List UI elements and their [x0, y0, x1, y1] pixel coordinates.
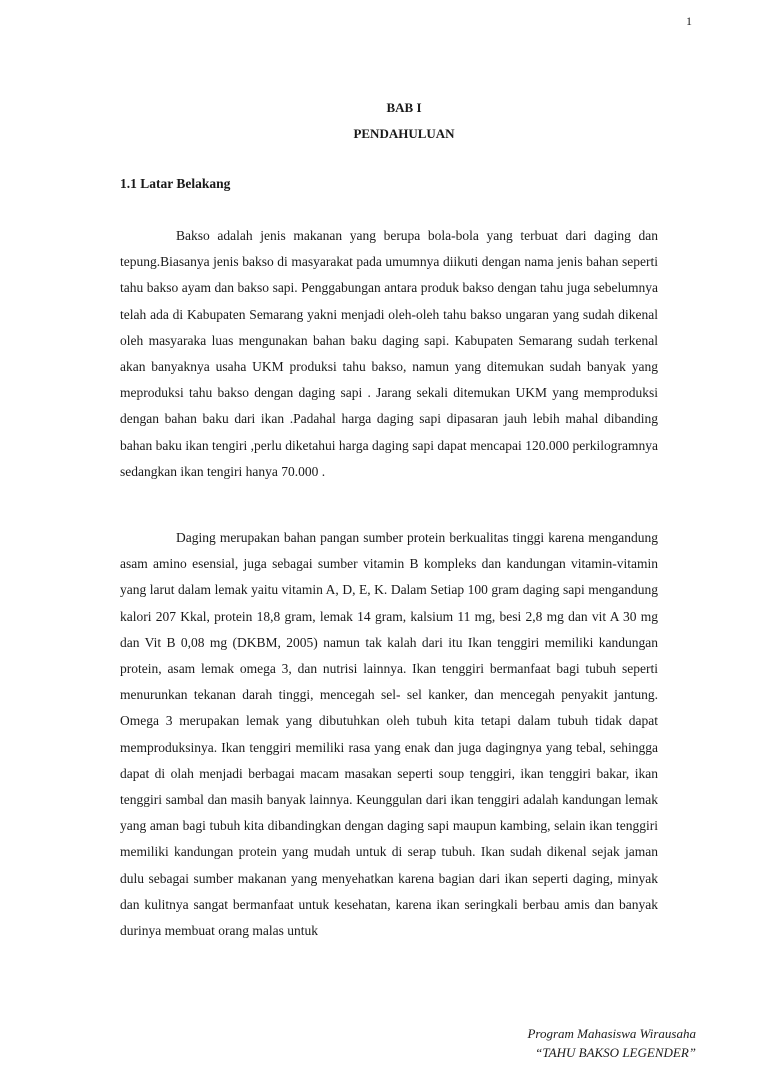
chapter-number: BAB I [386, 100, 422, 115]
chapter-title: PENDAHULUAN [353, 126, 455, 141]
paragraph-2 [120, 525, 658, 944]
paragraph-1 [120, 223, 658, 485]
paragraph-1-text: Bakso adalah jenis makanan yang berupa bola-bola yang terbuat dari daging dan tepung.Biasanya jenis bakso di masyarakat pada umumnya diikuti dengan nama jenis bahan seperti tahu bakso ayam dan bakso sapi. Penggabungan antara produk bakso dengan tahu juga sebelumnya telah ada di Kabupaten Semarang yakni menjadi oleh-oleh tahu bakso ungaran yang sudah dikenal oleh masyaraka luas mengunakan bahan baku daging sapi. Kabupaten Semarang sudah terkenal akan banyaknya usaha UKM produksi tahu bakso, namun yang ditemukan sudah banyak yang meproduksi tahu bakso dengan daging sapi . Jarang sekali ditemukan UKM yang memproduksi dengan bahan baku dari ikan .Padahal harga daging sapi dipasaran jauh lebih mahal dibanding bahan baku ikan tengiri ,perlu diketahui harga daging sapi dapat mencapai 120.000 perkilogramnya sedangkan ikan tengiri hanya 70.000 . [120, 228, 658, 479]
footer-program: Program Mahasiswa Wirausaha [527, 1026, 696, 1041]
footer-product: “TAHU BAKSO LEGENDER” [535, 1045, 696, 1060]
footer [527, 1024, 696, 1062]
page-number: 1 [686, 14, 692, 28]
paragraph-2-text: Daging merupakan bahan pangan sumber protein berkualitas tinggi karena mengandung asam amino esensial, juga sebagai sumber vitamin B kompleks dan kandungan vitamin-vitamin yang larut dalam lemak yaitu vitamin A, D, E, K. Dalam Setiap 100 gram daging sapi mengandung kalori 207 Kkal, protein 18,8 gram, lemak 14 gram, kalsium 11 mg, besi 2,8 mg dan vit A 30 mg dan Vit B 0,08 mg (DKBM, 2005) namun tak kalah dari itu Ikan tenggiri memiliki kandungan protein, asam lemak omega 3, dan nutrisi lainnya. Ikan tenggiri bermanfaat bagi tubuh seperti menurunkan tekanan darah tinggi, mencegah sel- sel kanker, dan mencegah penyakit jantung. Omega 3 merupakan lemak yang dibutuhkan oleh tubuh kita tetapi dalam tubuh tidak dapat memproduksinya. Ikan tenggiri memiliki rasa yang enak dan juga dagingnya yang tebal, sehingga dapat di olah menjadi berbagai macam masakan seperti soup tenggiri, ikan tenggiri bakar, ikan tenggiri sambal dan masih banyak lainnya. Keunggulan dari ikan tenggiri adalah kandungan lemak yang aman bagi tubuh kita dibandingkan dengan daging sapi maupun kambing, selain ikan tenggiri memiliki kandungan protein yang mudah untuk di serap tubuh. Ikan sudah dikenal sejak jaman dulu sebagai sumber makanan yang menyehatkan karena bagian dari ikan seperti daging, minyak dan kulitnya sangat bermanfaat untuk kesehatan, karena ikan seringkali berbau amis dan banyak durinya membuat orang malas untuk [120, 530, 658, 939]
section-heading: 1.1 Latar Belakang [120, 176, 231, 191]
